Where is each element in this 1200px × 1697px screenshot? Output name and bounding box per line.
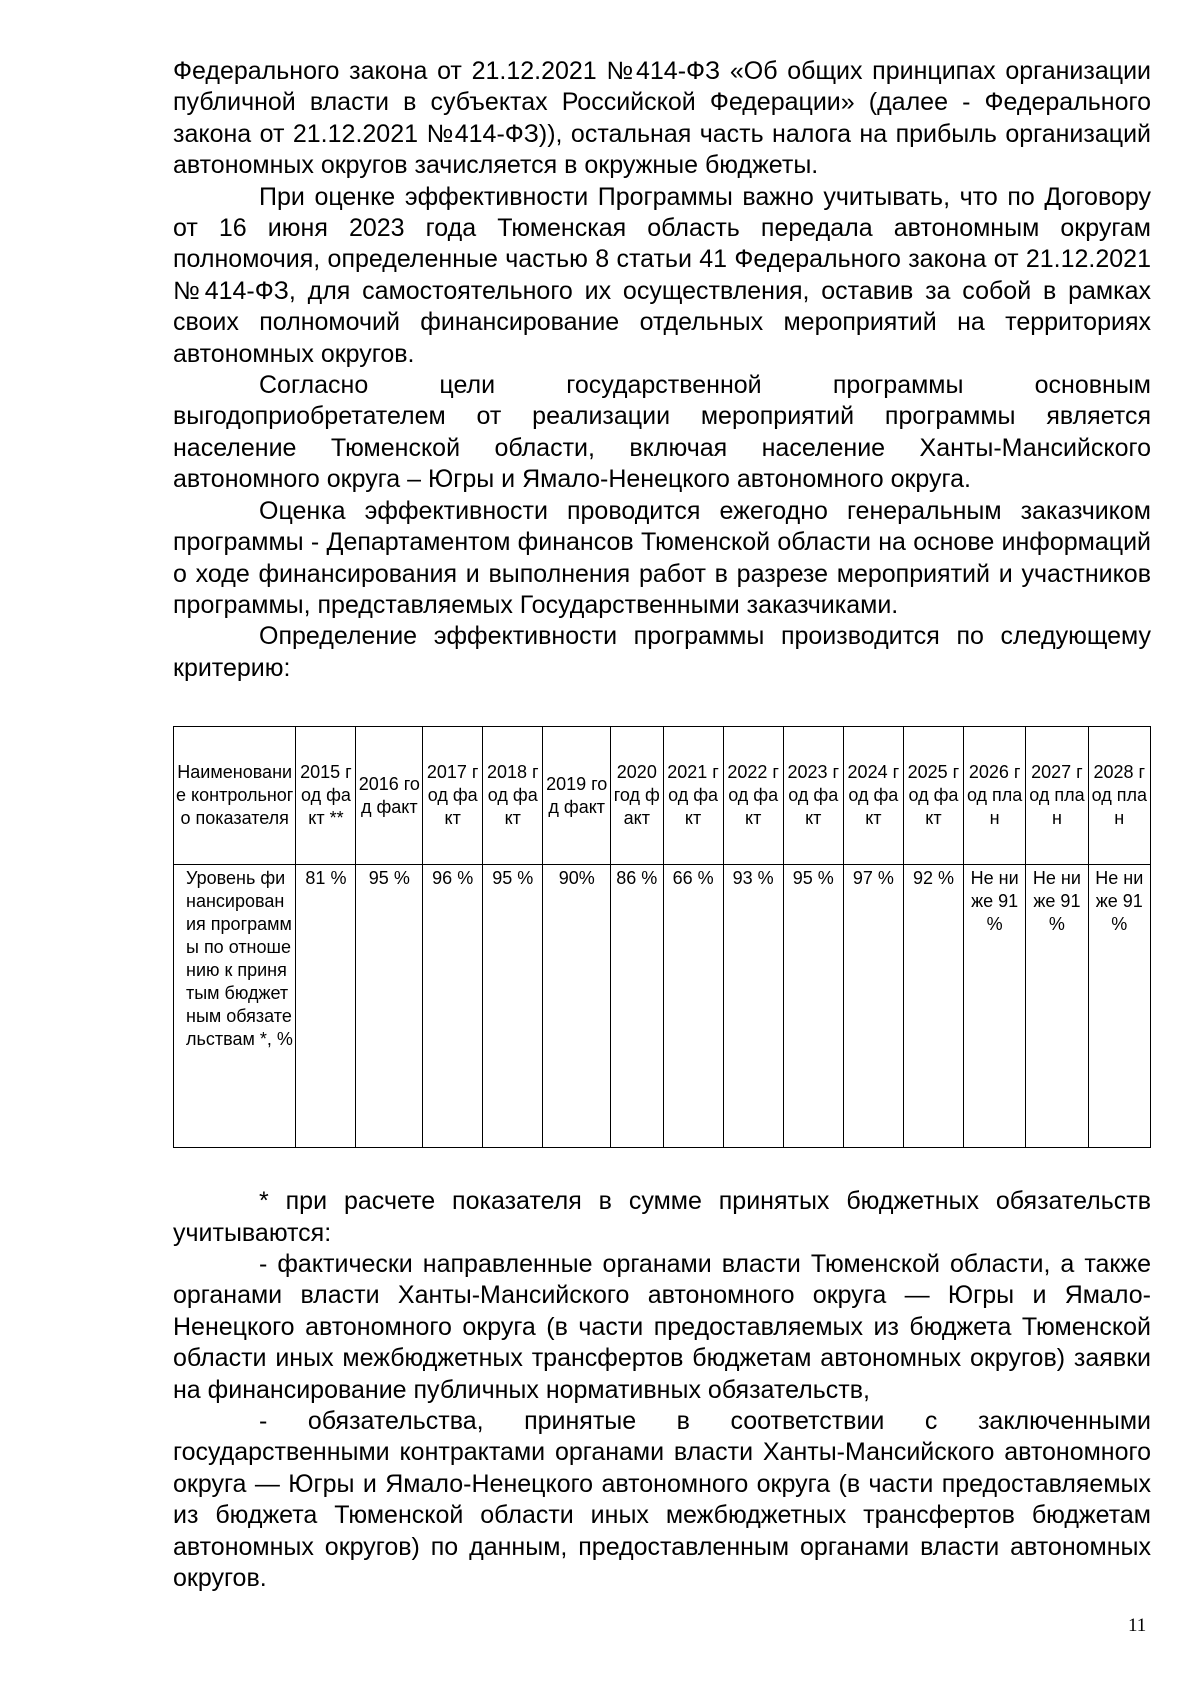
header-2023: 2023 год факт	[783, 727, 843, 865]
criteria-table-wrapper	[173, 726, 1151, 1148]
cell-2017: 96 %	[423, 865, 483, 1148]
cell-2020: 86 %	[611, 865, 663, 1148]
cell-2022: 93 %	[723, 865, 783, 1148]
paragraph-evaluation: Оценка эффективности проводится ежегодно генеральным заказчиком программы - Департаментом финансов Тюменской области на основе информаций о ходе финансирования и выполнения работ в разрезе мероприятий и участников программы, представляемых Государственными заказчиками.	[173, 496, 1151, 619]
footnote-item-requests: - фактически направленные органами власти Тюменской области, а также органами власти Ханты-Мансийского автономного округа — Югры и Ямало-Ненецкого автономного округа (в части предоставляемых из бюджета Тюменской области иных межбюджетных трансфертов бюджетам автономных округов) заявки на финансирование публичных нормативных обязательств,	[173, 1249, 1151, 1404]
cell-2016: 95 %	[356, 865, 423, 1148]
cell-2021: 66 %	[663, 865, 723, 1148]
cell-2024: 97 %	[843, 865, 903, 1148]
criteria-table	[173, 726, 1151, 1148]
cell-2028: Не ниже 91 %	[1088, 865, 1150, 1148]
paragraph-agreement: При оценке эффективности Программы важно учитывать, что по Договору от 16 июня 2023 года Тюменская область передала автономным округам полномочия, определенные частью 8 статьи 41 Федерального закона от 21.12.2021 №414-ФЗ, для самостоятельного их осуществления, оставив за собой в рамках своих полномочий финансирование отдельных мероприятий на территориях автономных округов.	[173, 182, 1151, 368]
header-2026: 2026 год план	[964, 727, 1026, 865]
header-2020: 2020 год факт	[611, 727, 663, 865]
header-2018: 2018 год факт	[483, 727, 543, 865]
header-2015: 2015 год факт **	[296, 727, 356, 865]
cell-2015: 81 %	[296, 865, 356, 1148]
header-2028: 2028 год план	[1088, 727, 1150, 865]
cell-2019: 90%	[543, 865, 611, 1148]
paragraph-intro: Федерального закона от 21.12.2021 №414-ФЗ «Об общих принципах организации публичной власти в субъектах Российской Федерации» (далее - Федерального закона от 21.12.2021 №414-ФЗ)), остальная часть налога на прибыль организаций автономных округов зачисляется в окружные бюджеты.	[173, 57, 1151, 180]
cell-2018: 95 %	[483, 865, 543, 1148]
paragraph-criterion: Определение эффективности программы производится по следующему критерию:	[173, 622, 1151, 682]
header-2022: 2022 год факт	[723, 727, 783, 865]
header-2019: 2019 год факт	[543, 727, 611, 865]
cell-2026: Не ниже 91 %	[964, 865, 1026, 1148]
header-2027: 2027 год план	[1026, 727, 1088, 865]
header-2017: 2017 год факт	[423, 727, 483, 865]
footnote-asterisk: * при расчете показателя в сумме принятых бюджетных обязательств учитываются:	[173, 1187, 1151, 1247]
header-2025: 2025 год факт	[903, 727, 963, 865]
page-number: 11	[1128, 1615, 1147, 1636]
cell-2023: 95 %	[783, 865, 843, 1148]
cell-indicator-name: Уровень финансирования программы по отношению к принятым бюджетным обязательствам *, %	[174, 865, 296, 1148]
document-page	[173, 56, 1151, 1594]
footnote-item-contracts: - обязательства, принятые в соответствии с заключенными государственными контрактами органами власти Ханты-Мансийского автономного округа — Югры и Ямало-Ненецкого автономного округа (в части предоставляемых из бюджета Тюменской области иных межбюджетных трансфертов бюджетам автономных округов) по данным, предоставленным органами власти автономных округов.	[173, 1406, 1151, 1592]
table-header-row	[174, 727, 1151, 865]
header-2024: 2024 год факт	[843, 727, 903, 865]
header-2016: 2016 год факт	[356, 727, 423, 865]
table-row	[174, 865, 1151, 1148]
cell-2027: Не ниже 91 %	[1026, 865, 1088, 1148]
cell-2025: 92 %	[903, 865, 963, 1148]
header-indicator-name: Наименование контрольного показателя	[174, 727, 296, 865]
header-2021: 2021 год факт	[663, 727, 723, 865]
paragraph-beneficiary: Согласно цели государственной программы основным выгодоприобретателем от реализации мероприятий программы является население Тюменской области, включая население Ханты-Мансийского автономного округа – Югры и Ямало-Ненецкого автономного округа.	[173, 371, 1151, 494]
